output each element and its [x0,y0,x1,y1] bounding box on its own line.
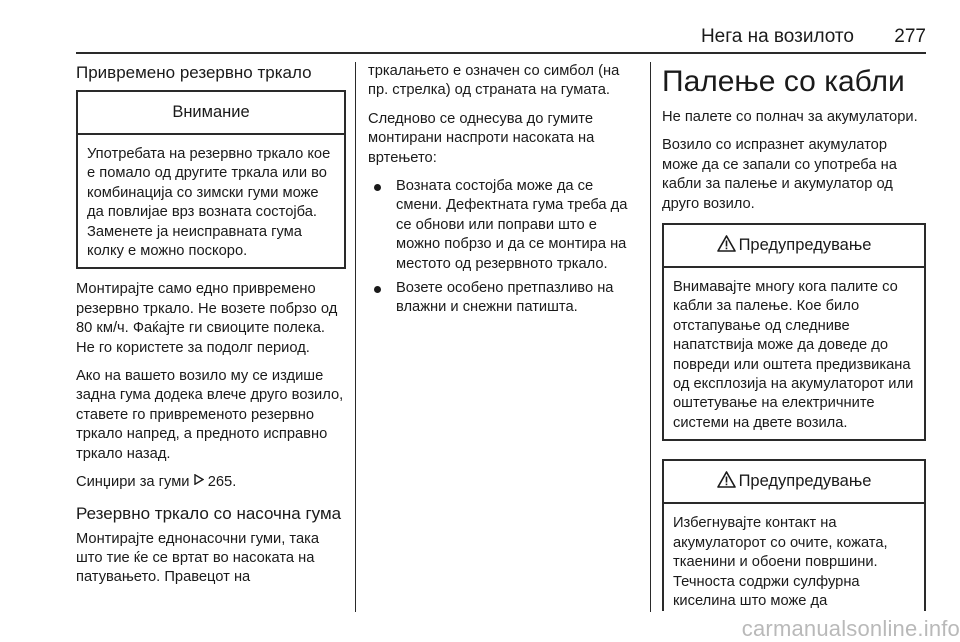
warning-box-title [664,225,924,268]
notice-box-body: Употребата на резервно тркало кое е помало од другите тркала или во комбинација со зимски гуми може да повлијае врз возната состојба. Заменете ја неисправната гума колку е можно поскоро. [87,146,331,260]
warning-triangle-icon [717,471,736,488]
paragraph: Монтирајте само едно привремено резервно тркало. Не возете побрзо од 80 км/ч. Фаќајте ги свиоците полека. Не го користете за подолг период. [76,281,338,356]
triangle-right-icon [194,476,204,488]
warning-triangle-icon [717,235,736,252]
cross-reference [76,473,346,492]
paragraph: Следново се однесува до гумите монтирани наспроти насоката на вртењето: [368,110,595,166]
subsection-title: Резервно тркало со насочна гума [76,503,342,523]
watermark: carmanualsonline.info [741,616,960,641]
paragraph: Возило со испразнет акумулатор може да се запали со употреба на кабли за палење и акумулатор од друго возило. [662,137,897,212]
warning-box-title [664,461,924,504]
paragraph: тркалањето е означен со симбол (на пр. стрелка) од страната на гумата. [368,63,620,99]
warning-box-body: Избегнувајте контакт на акумулаторот со очите, кожата, ткаенини и обоени површини. Течноста содржи сулфурна киселина што може да [673,515,888,609]
notice-box-title: Внимание [78,92,344,135]
warning-box-body: Внимавајте многу кога палите со кабли за палење. Кое било отстапување од следниве напатствија може да доведе до повреди или оштета предизвикана од експлозија на акумулаторот или оштетување на електричните системи на двете возила. [673,279,914,431]
section-title: Палење со кабли [662,65,905,98]
warning-box [662,223,926,441]
cross-reference-text: Синџири за гуми [76,474,194,491]
warning-box [662,459,926,611]
header-rule [76,52,926,54]
cross-reference-page[interactable]: 265. [207,474,237,491]
column-1 [76,62,346,597]
paragraph: Монтирајте еднонасочни гуми, така што тие ќе се вртат во насоката на патувањето. Правецот на [76,530,320,586]
paragraph: Не палете со полнач за акумулатори. [662,109,918,125]
list-item [368,177,634,274]
column-divider-1 [355,62,356,612]
column-divider-2 [650,62,651,612]
section-title: Привремено резервно тркало [76,63,312,82]
notice-box [76,90,346,269]
bullet-dot-icon [374,184,381,191]
list-item-text: Возната состојба може да се смени. Дефектната гума треба да се обнови или поправи што е можно побрзо и да се монтира на местото од резервното тркало. [396,178,628,272]
list-item-text: Возете особено претпазливо на влажни и снежни патишта. [396,280,614,316]
bullet-dot-icon [374,286,381,293]
warning-box-title-text: Предупредување [738,472,872,491]
column-2 [368,62,634,323]
page-number: 277 [894,26,926,47]
list-item [368,279,634,318]
paragraph: Ако на вашето возило му се издише задна гума додека влече друго возило, ставете го привременото резервно тркало напред, а предното исправно тркало назад. [76,368,344,462]
column-3 [662,62,926,622]
warning-box-title-text: Предупредување [738,236,872,255]
running-title: Нега на возилото [700,26,854,47]
